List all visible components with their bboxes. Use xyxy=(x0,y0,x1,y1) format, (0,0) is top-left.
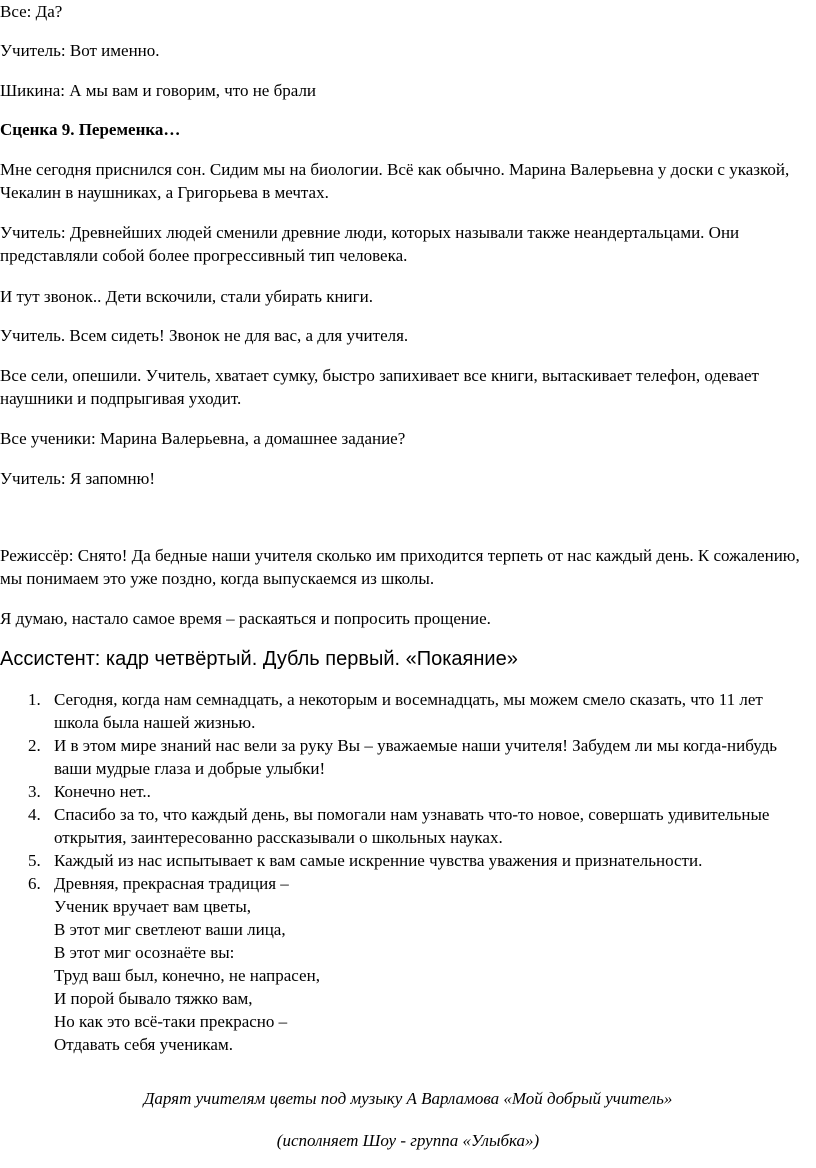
numbered-list xyxy=(28,688,798,1056)
list-item xyxy=(28,688,798,734)
list-item-poem xyxy=(28,872,798,1056)
list-item xyxy=(28,803,798,849)
line-teacher-exactly: Учитель: Вот именно. xyxy=(0,41,160,60)
paragraph-director: Режиссёр: Снято! Да бедные наши учителя сколько им приходится терпеть от нас каждый день. К сожалению, мы понимаем это уже поздно, когда выпускаемся из школы. xyxy=(0,546,800,588)
list-number: 2. xyxy=(28,736,41,755)
stage-direction-performer: (исполняет Шоу - группа «Улыбка») xyxy=(276,1131,540,1150)
list-text: Конечно нет.. xyxy=(54,782,151,801)
list-number: 1. xyxy=(28,690,41,709)
poem-line: Отдавать себя ученикам. xyxy=(54,1035,233,1054)
paragraph-teacher-leaves: Все сели, опешили. Учитель, хватает сумку, быстро запихивает все книги, вытаскивает телефон, одевает наушники и подпрыгивая уходит. xyxy=(0,366,759,408)
scene-heading: Сценка 9. Переменка… xyxy=(0,120,181,139)
assistant-heading: Ассистент: кадр четвёртый. Дубль первый. «Покаяние» xyxy=(0,648,518,670)
list-item xyxy=(28,780,798,803)
paragraph-apology: Я думаю, настало самое время – раскаяться и попросить прощение. xyxy=(0,609,491,628)
list-number: 5. xyxy=(28,851,41,870)
paragraph-homework: Все ученики: Марина Валерьевна, а домашнее задание? xyxy=(0,429,406,448)
list-number: 4. xyxy=(28,805,41,824)
list-number: 3. xyxy=(28,782,41,801)
poem-line: В этот миг светлеют ваши лица, xyxy=(54,920,286,939)
poem-line: И порой бывало тяжко вам, xyxy=(54,989,253,1008)
list-item xyxy=(28,849,798,872)
list-number: 6. xyxy=(28,874,41,893)
poem-line: Ученик вручает вам цветы, xyxy=(54,897,251,916)
paragraph-teacher-sit: Учитель. Всем сидеть! Звонок не для вас, а для учителя. xyxy=(0,326,409,345)
line-shikina: Шикина: А мы вам и говорим, что не брали xyxy=(0,81,317,100)
paragraph-bell: И тут звонок.. Дети вскочили, стали убирать книги. xyxy=(0,287,373,306)
line-all-yes: Все: Да? xyxy=(0,2,63,21)
poem-line: Но как это всё-таки прекрасно – xyxy=(54,1012,288,1031)
list-item xyxy=(28,734,798,780)
stage-direction-flowers: Дарят учителям цветы под музыку А Варламова «Мой добрый учитель» xyxy=(143,1089,673,1108)
paragraph-remember: Учитель: Я запомню! xyxy=(0,469,155,488)
list-text: И в этом мире знаний нас вели за руку Вы – уважаемые наши учителя! Забудем ли мы когда-нибудь ваши мудрые глаза и добрые улыбки! xyxy=(54,736,778,778)
poem-line: Древняя, прекрасная традиция – xyxy=(54,874,289,893)
list-text: Каждый из нас испытывает к вам самые искренние чувства уважения и признательности. xyxy=(54,851,703,870)
paragraph-teacher-neanderthals: Учитель: Древнейших людей сменили древние люди, которых называли также неандертальцами. Они представляли собой более прогрессивный тип человека. xyxy=(0,223,740,265)
list-text: Сегодня, когда нам семнадцать, а некоторым и восемнадцать, мы можем смело сказать, что 11 лет школа была нашей жизнью. xyxy=(54,690,763,732)
paragraph-dream: Мне сегодня приснился сон. Сидим мы на биологии. Всё как обычно. Марина Валерьевна у доски с указкой, Чекалин в наушниках, а Григорьева в мечтах. xyxy=(0,160,790,202)
poem-line: Труд ваш был, конечно, не напрасен, xyxy=(54,966,320,985)
poem-line: В этот миг осознаёте вы: xyxy=(54,943,235,962)
list-text: Спасибо за то, что каждый день, вы помогали нам узнавать что-то новое, совершать удивительные открытия, заинтересованно рассказывали о школьных науках. xyxy=(54,805,770,847)
